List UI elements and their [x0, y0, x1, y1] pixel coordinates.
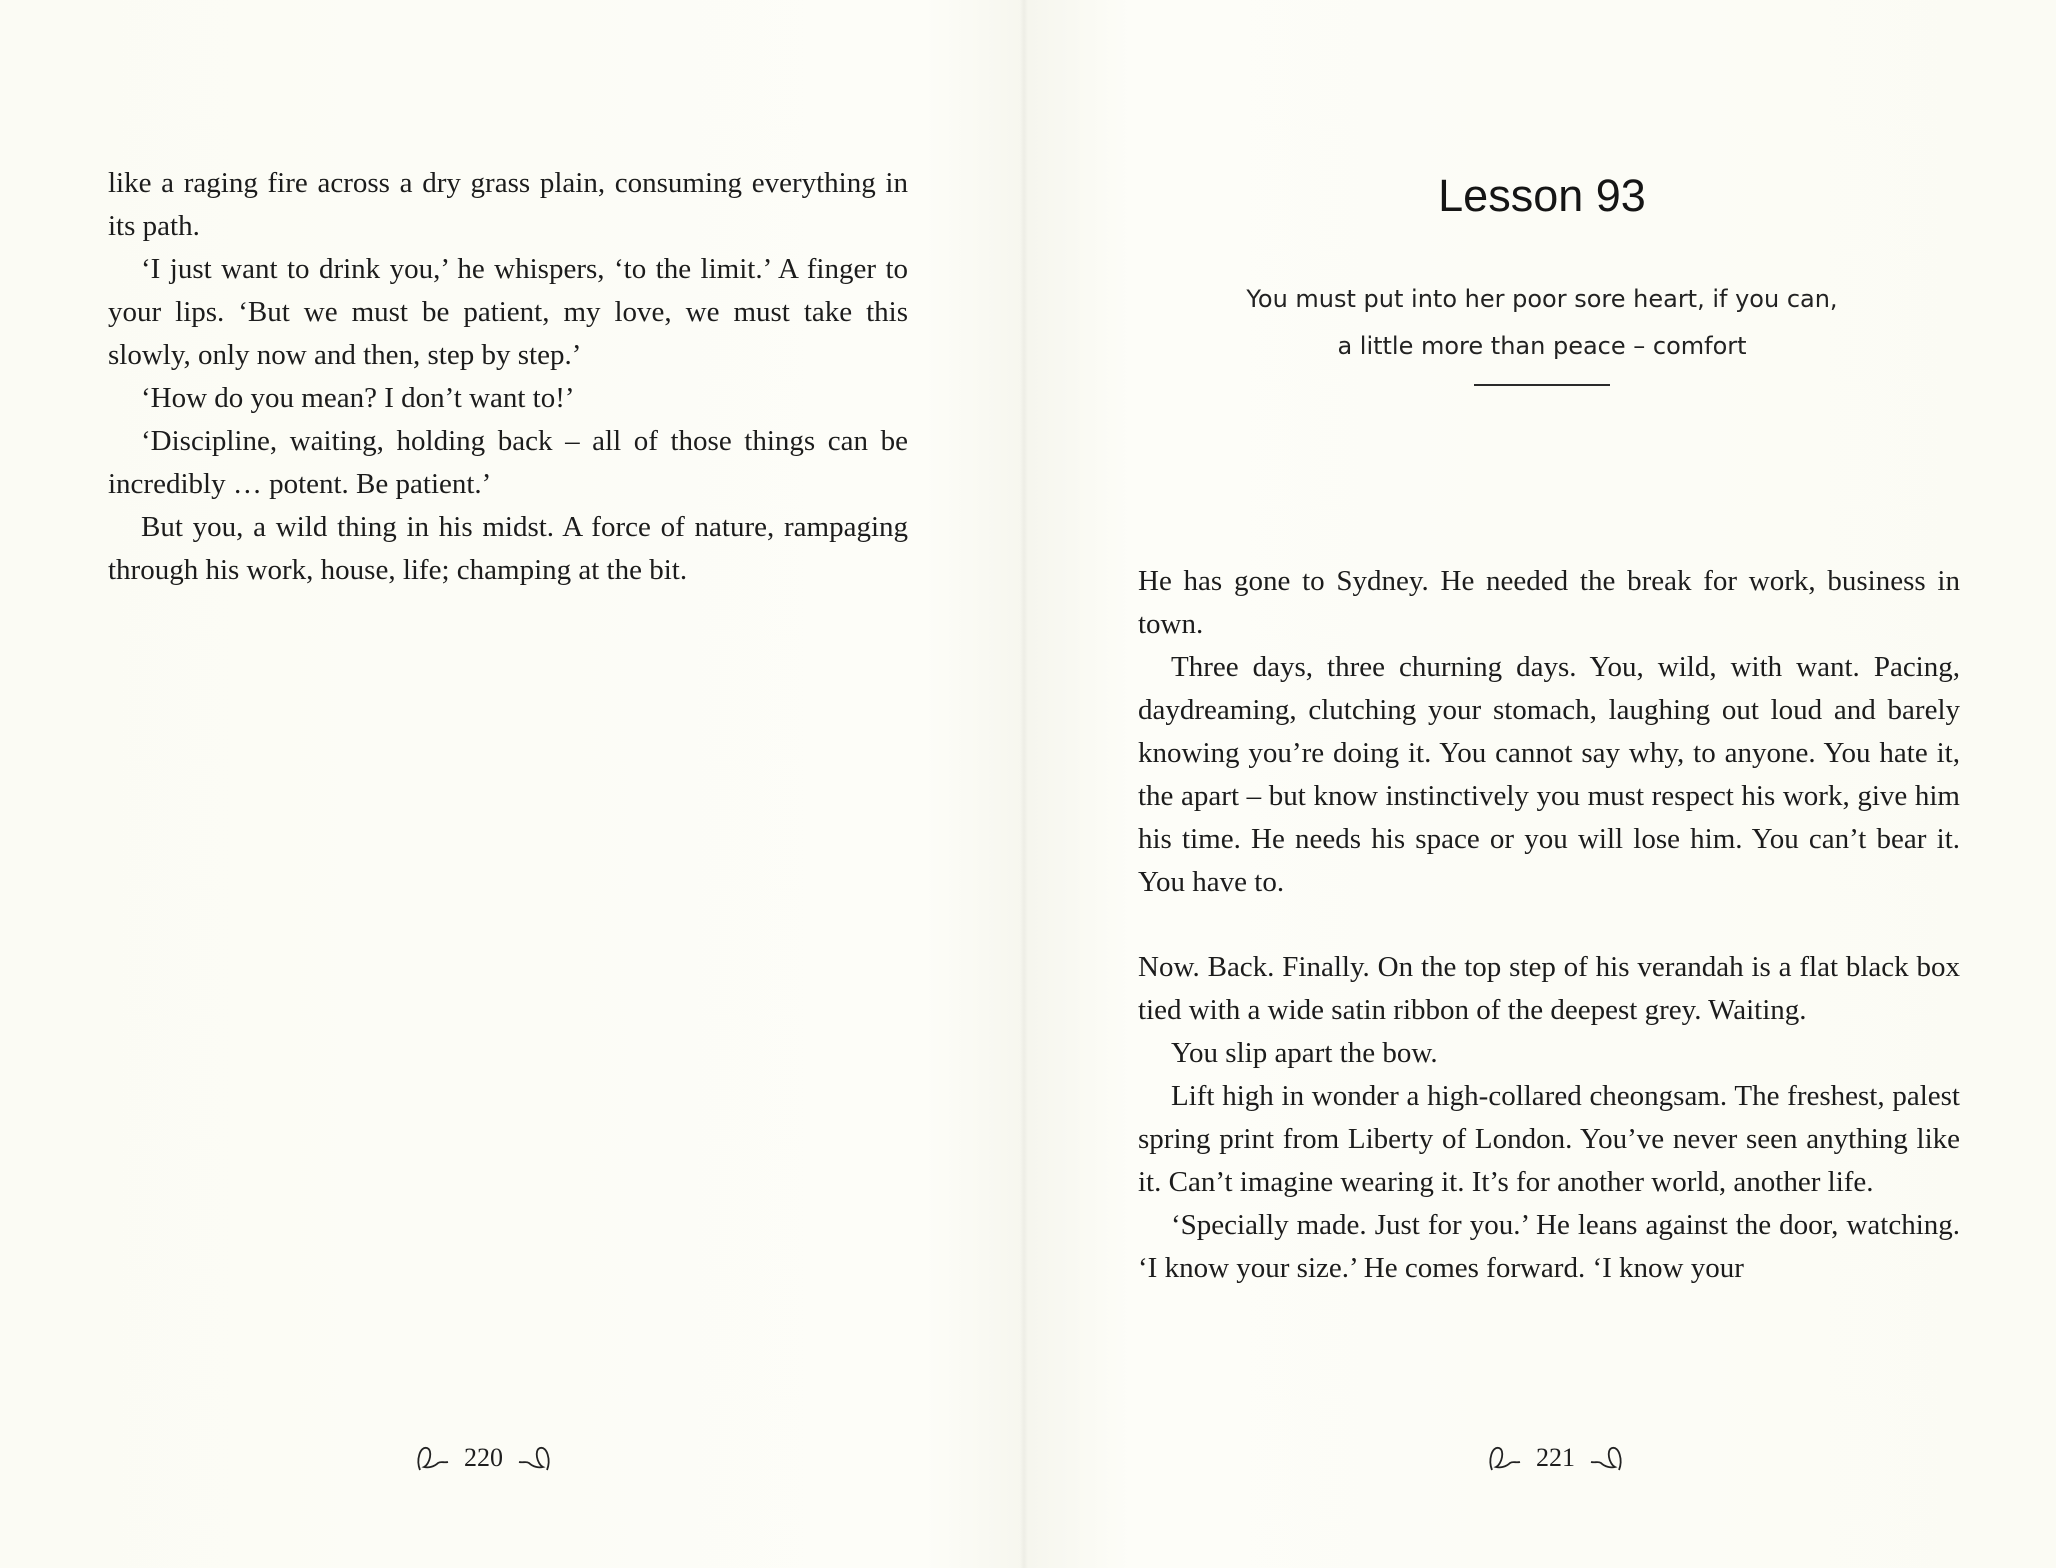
page-number: 220 [464, 1443, 503, 1472]
page-number-right [1486, 1436, 1625, 1480]
page-number: 221 [1536, 1443, 1575, 1472]
right-page [1028, 0, 2056, 1568]
flourish-left-icon [1486, 1440, 1526, 1476]
paragraph: You slip apart the bow. [1171, 1037, 1438, 1069]
flourish-left-icon [414, 1440, 454, 1476]
epigraph-line: You must put into her poor sore heart, if you can, [1246, 285, 1838, 313]
flourish-right-icon [513, 1440, 553, 1476]
epigraph-line: a little more than peace – comfort [1337, 332, 1747, 360]
right-page-section-1 [1138, 560, 1960, 904]
left-page-body [108, 162, 908, 592]
paragraph: But you, a wild thing in his midst. A force of nature, rampaging through his work, house, life; champing at the bit. [108, 511, 908, 586]
paragraph: Three days, three churning days. You, wild, with want. Pacing, daydreaming, clutching your stomach, laughing out loud and barely knowing you’re doing it. You cannot say why, to anyone. You hate it, the apart – but know instinctively you must respect his work, give him his time. He needs his space or you will lose him. You can’t bear it. You have to. [1138, 651, 1960, 898]
divider-rule [1474, 384, 1610, 386]
page-number-left [414, 1436, 553, 1480]
lesson-title: Lesson 93 [1438, 170, 1646, 221]
paragraph: Now. Back. Finally. On the top step of his verandah is a flat black box tied with a wide satin ribbon of the deepest grey. Waiting. [1138, 951, 1960, 1026]
paragraph: He has gone to Sydney. He needed the break for work, business in town. [1138, 565, 1960, 640]
book-gutter [1020, 0, 1028, 1568]
flourish-right-icon [1585, 1440, 1625, 1476]
left-page [0, 0, 1020, 1568]
paragraph: ‘How do you mean? I don’t want to!’ [141, 382, 575, 414]
paragraph: ‘I just want to drink you,’ he whispers, ‘to the limit.’ A finger to your lips. ‘But we must be patient, my love, we must take this slowly, only now and then, step by step.’ [108, 253, 908, 371]
paragraph: ‘Specially made. Just for you.’ He leans against the door, watching. ‘I know your size.’ He comes forward. ‘I know your [1138, 1209, 1960, 1284]
epigraph [1028, 276, 2056, 370]
paragraph: like a raging fire across a dry grass plain, consuming everything in its path. [108, 167, 908, 242]
paragraph: Lift high in wonder a high-collared cheongsam. The freshest, palest spring print from Liberty of London. You’ve never seen anything like it. Can’t imagine wearing it. It’s for another world, another life. [1138, 1080, 1960, 1198]
paragraph: ‘Discipline, waiting, holding back – all of those things can be incredibly … potent. Be patient.’ [108, 425, 908, 500]
right-page-section-2 [1138, 946, 1960, 1290]
